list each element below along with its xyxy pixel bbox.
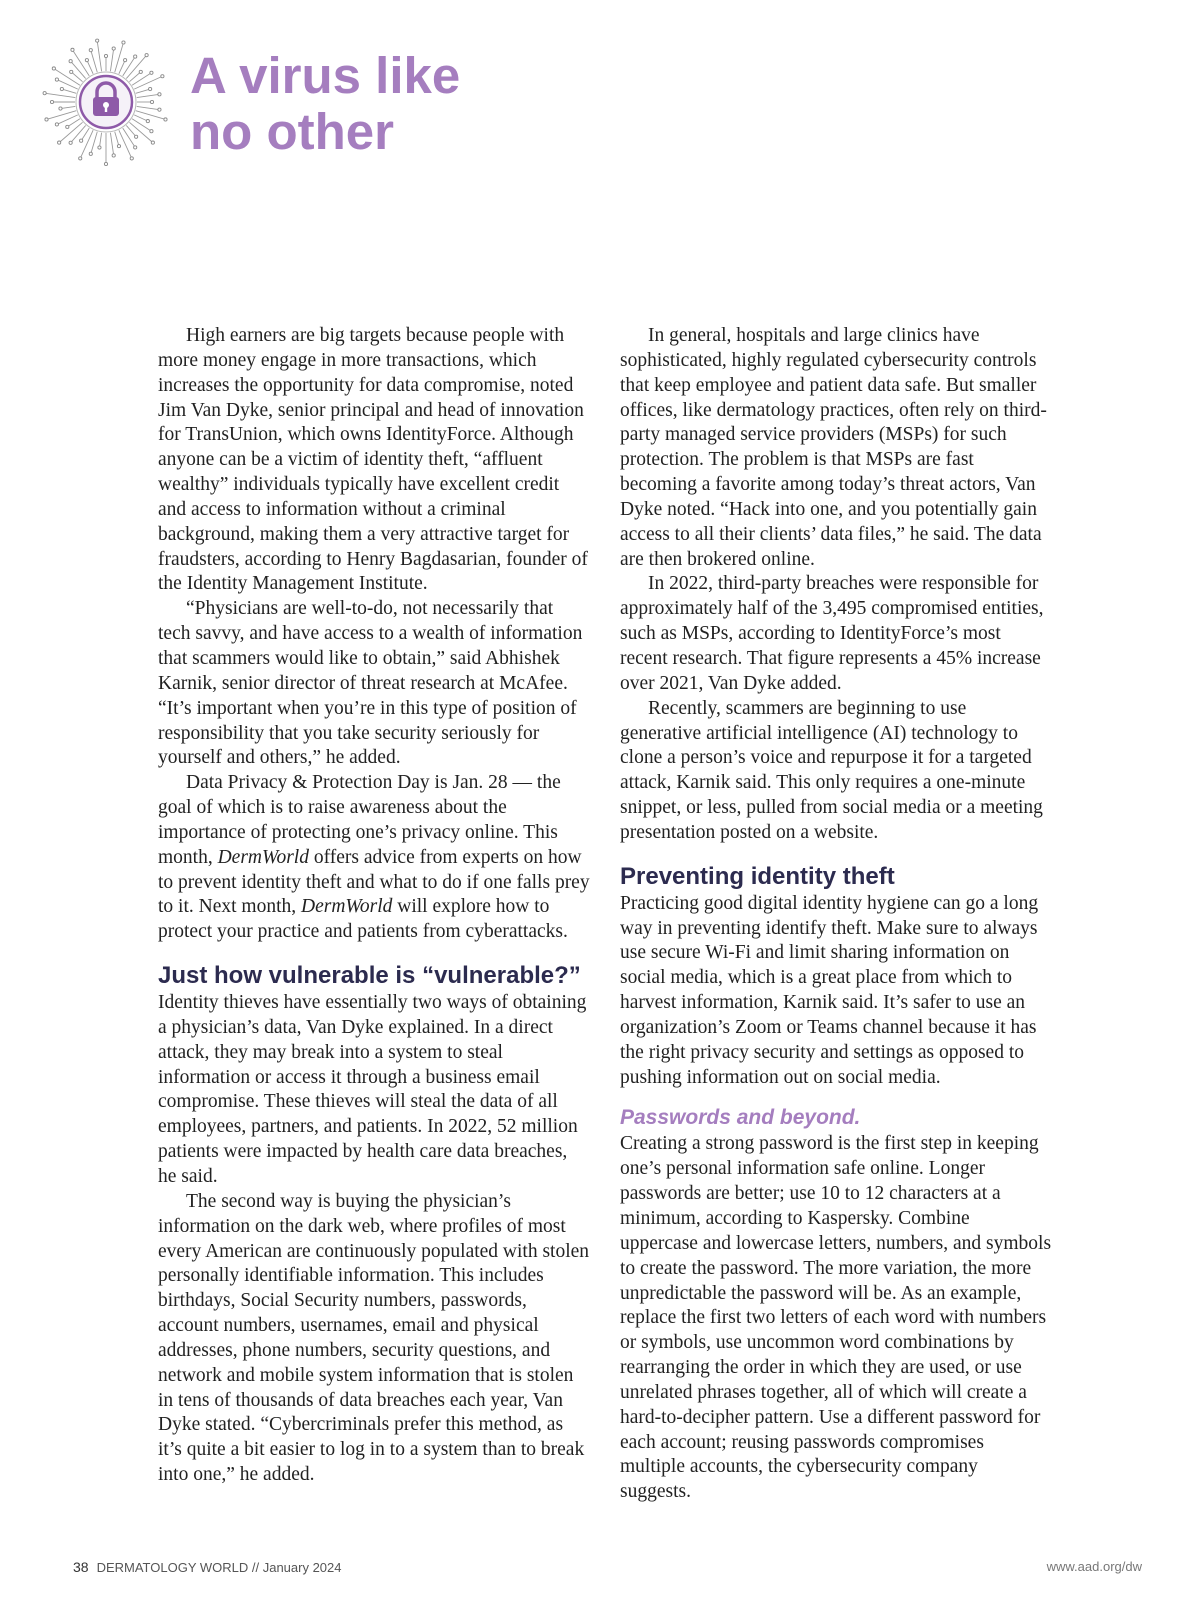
circuit-node [85, 59, 88, 62]
circuit-node [150, 130, 153, 133]
circuit-node [134, 146, 137, 149]
section-heading: Preventing identity theft [620, 862, 895, 890]
circuit-ray [72, 50, 89, 76]
circuit-node [122, 41, 125, 44]
left-column [158, 324, 590, 1488]
circuit-ray [137, 94, 160, 97]
circuit-node [164, 118, 167, 121]
title-line-1: A virus like [190, 47, 461, 104]
circuit-ray [97, 41, 101, 72]
footer-left [73, 1559, 342, 1575]
circuit-node [55, 78, 58, 81]
subsection-heading: Passwords and beyond. [620, 1106, 861, 1130]
circuit-node [89, 152, 92, 155]
circuit-ray [119, 60, 125, 74]
circuit-node [134, 55, 137, 58]
circuit-ray [136, 111, 166, 120]
circuit-node [161, 75, 164, 78]
circuit-node [150, 100, 153, 103]
circuit-ray [110, 133, 113, 156]
circuit-node [66, 125, 69, 128]
body-paragraph: “Physicians are well-to-do, not necessarily that tech savvy, and have access to a wealth of information that scammers would like to obtain,” said Abhishek Karnik, senior director of threat research at McAfee. “It’s important when you’re in this type of position of responsibility that you take security seriously for yourself and others,” he added. [158, 598, 583, 769]
circuit-ray [71, 125, 86, 142]
publication-issue: DERMATOLOGY WORLD // January 2024 [96, 1560, 342, 1575]
circuit-node [69, 141, 72, 144]
circuit-node [89, 49, 92, 52]
circuit-node [112, 47, 115, 50]
circuit-node [60, 87, 63, 90]
circuit-node [130, 157, 133, 160]
circuit-node [150, 71, 153, 74]
circuit-ray [115, 43, 124, 73]
circuit-ray [91, 132, 97, 154]
circuit-node [58, 141, 61, 144]
circuit-ray [134, 76, 162, 89]
body-paragraph: High earners are big targets because people with more money engage in more transactions, which increases the opportunity for data compromise, noted Jim Van Dyke, senior principal and head of innovation for TransUnion, which owns IdentityForce. Although anyone can be a victim of identity theft, “affluent wealthy” individuals typically have excellent credit and access to information without a criminal background, making them a very attractive target for fraudsters, according to Henry Bagdasarian, founder of the Identity Management Institute. [158, 325, 588, 595]
circuit-ray [71, 61, 86, 78]
body-paragraph: In general, hospitals and large clinics have sophisticated, highly regulated cybersecurity controls that keep employee and patient data safe. But smaller offices, like dermatology practices, often rely on third-party managed service providers (MSPs) for such protection. The problem is that MSPs are fast becoming a favorite among today’s threat actors, Van Dyke noted. “Hack into one, and you potentially gain access to all their clients’ data files,” he said. The data are then brokered online. [620, 325, 1047, 570]
circuit-node [146, 120, 149, 123]
body-paragraph: In 2022, third-party breaches were responsible for approximately half of the 3,495 compromised entities, such as MSPs, according to IdentityForce’s most recent research. That figure represents a 45% increase over 2021, Van Dyke added. [620, 573, 1044, 694]
circuit-node [135, 135, 138, 138]
circuit-ray [115, 132, 119, 146]
circuit-ray [62, 89, 76, 93]
circuit-node [55, 123, 58, 126]
circuit-ray [119, 130, 132, 158]
title-line-2: no other [190, 103, 394, 160]
circuit-node [158, 93, 161, 96]
circuit-node [104, 54, 107, 57]
circuit-node [98, 146, 101, 149]
right-column [620, 324, 1052, 1505]
circuit-ray [87, 60, 93, 74]
circuit-ray [47, 111, 77, 120]
circuit-node [117, 145, 120, 148]
circuit-node [70, 70, 73, 73]
circuit-ray [54, 68, 80, 85]
circuit-padlock-icon [38, 34, 174, 170]
circuit-ray [134, 115, 148, 121]
circuit-node [96, 39, 99, 42]
circuit-ray [91, 50, 97, 72]
circuit-node [79, 157, 82, 160]
circuit-ray [132, 73, 151, 85]
circuit-node [139, 70, 142, 73]
body-paragraph: Recently, scammers are beginning to use generative artificial intelligence (AI) technology to clone a person’s voice and repurpose it for a targeted attack, Karnik said. This only requires a one-minute snippet, or less, pulled from social media or a meeting presentation posted on a website. [620, 697, 1043, 843]
circuit-node [112, 154, 115, 157]
circuit-node [158, 108, 161, 111]
body-paragraph: Data Privacy & Protection Day is Jan. 28 — the goal of which is to raise awareness about the importance of protecting one’s privacy online. This month, DermWorld offers advice from experts on how to prevent identity theft and what to do if one falls prey to it. Next month, DermWorld will explore how to protect your practice and patients from cyberattacks. [158, 772, 590, 943]
circuit-ray [123, 128, 135, 147]
circuit-ray [57, 80, 78, 90]
circuit-ray [99, 133, 101, 148]
circuit-node [104, 162, 107, 165]
circuit-node [71, 48, 74, 51]
publication-name: DermWorld [301, 896, 393, 918]
circuit-node [52, 67, 55, 70]
circuit-ray [60, 106, 75, 108]
circuit-node [69, 60, 72, 63]
circuit-ray [57, 115, 78, 125]
circuit-node [45, 118, 48, 121]
body-paragraph: Practicing good digital identity hygiene can go a long way in preventing identify theft. Make sure to always use secure Wi-Fi and limit sharing information on social media, which is a great place from which to harvest information, Karnik said. It’s safer to use an organization’s Zoom or Teams channel because it has the right privacy security and settings as opposed to pushing information out on social media. [620, 892, 1039, 1088]
circuit-node [80, 139, 83, 142]
circuit-ray [110, 49, 113, 72]
circuit-node [149, 87, 152, 90]
body-paragraph: Identity thieves have essentially two ways of obtaining a physician’s data, Van Dyke explained. In a direct attack, they may break into a system to steal information or access it through a business email compromise. These thieves will steal the data of all employees, partners, and patients. In 2022, 52 million patients were impacted by health care data breaches, he said. [158, 992, 587, 1187]
circuit-node [145, 54, 148, 57]
body-paragraph: The second way is buying the physician’s information on the dark web, where profiles of most every American are continuously populated with stolen personally identifiable information. This includes birthdays, Social Security numbers, passwords, account numbers, usernames, email and physical addresses, phone numbers, security questions, and network and mobile system information that is stolen in tens of thousands of data breaches each year, Van Dyke stated. “Cybercriminals prefer this method, as it’s quite a bit easier to log in to a system than to break into one,” he added. [158, 1190, 590, 1486]
circuit-ray [136, 89, 150, 93]
circuit-ray [137, 106, 160, 109]
circuit-node [59, 107, 62, 110]
section-heading: Just how vulnerable is “vulnerable?” [158, 962, 581, 990]
circuit-node [124, 59, 127, 62]
article-title [190, 48, 460, 160]
circuit-ray [45, 93, 76, 97]
footer-url: www.aad.org/dw [1046, 1559, 1142, 1574]
page-number: 38 [73, 1559, 89, 1575]
body-paragraph: Creating a strong password is the first step in keeping one’s personal information safe online. Longer passwords are better; use 10 to 12 characters at a minimum, according to Kaspersky. Combine uppercase and lowercase letters, numbers, and symbols to create the password. The more variation, the more unpredictable the password will be. As an example, replace the first two letters of each word with numbers or symbols, use uncommon word combinations by rearranging the order in which they are used, or use unrelated phrases together, all of which will create a hard-to-decipher pattern. Use a different password for each account; reusing passwords compromises multiple accounts, the cybersecurity company suggests. [620, 1133, 1052, 1503]
publication-name: DermWorld [217, 846, 309, 868]
circuit-node [43, 92, 46, 95]
circuit-node [151, 141, 154, 144]
circuit-node [50, 100, 53, 103]
